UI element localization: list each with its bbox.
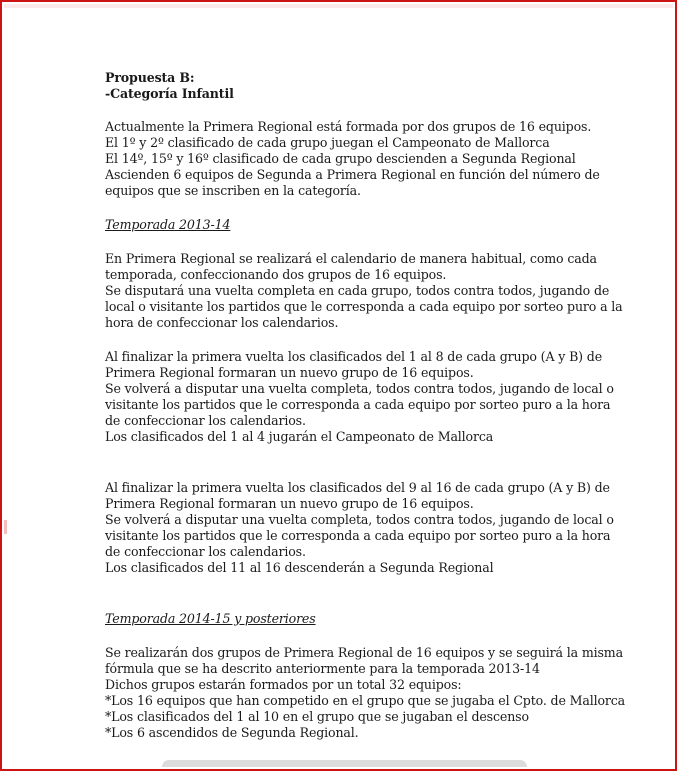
season-2013-paragraph-1 — [105, 251, 623, 331]
text-line: temporada, confeccionando dos grupos de 16 equipos. — [105, 267, 447, 282]
season-2013-paragraph-2 — [105, 349, 614, 445]
intro-paragraph — [105, 119, 600, 199]
text-line: Primera Regional formaran un nuevo grupo de 16 equipos. — [105, 496, 474, 511]
list-item: *Los clasificados del 1 al 10 en el grupo que se jugaban el descenso — [105, 709, 529, 724]
text-line: Al finalizar la primera vuelta los clasificados del 1 al 8 de cada grupo (A y B) de — [105, 349, 603, 364]
text-line: Los clasificados del 11 al 16 descenderán a Segunda Regional — [105, 560, 494, 575]
season-2013-paragraph-3 — [105, 480, 614, 576]
text-line: equipos que se inscriben en la categoría. — [105, 183, 361, 198]
text-line: visitante los partidos que le corresponda a cada equipo por sorteo puro a la hora — [105, 528, 611, 543]
text-line: visitante los partidos que le corresponda a cada equipo por sorteo puro a la hora — [105, 397, 611, 412]
text-line: Ascienden 6 equipos de Segunda a Primera Regional en función del número de — [105, 167, 600, 182]
text-line: Se realizarán dos grupos de Primera Regional de 16 equipos y se seguirá la misma — [105, 645, 623, 660]
document-subtitle: -Categoría Infantil — [105, 86, 234, 101]
text-line: Se volverá a disputar una vuelta completa, todos contra todos, jugando de local o — [105, 512, 614, 527]
text-line: Se disputará una vuelta completa en cada grupo, todos contra todos, jugando de — [105, 283, 610, 298]
text-line: En Primera Regional se realizará el calendario de manera habitual, como cada — [105, 251, 597, 266]
text-line: de confeccionar los calendarios. — [105, 413, 306, 428]
document-page — [105, 70, 626, 741]
text-line: Primera Regional formaran un nuevo grupo de 16 equipos. — [105, 365, 474, 380]
text-line: El 14º, 15º y 16º clasificado de cada grupo descienden a Segunda Regional — [105, 151, 576, 166]
text-line: fórmula que se ha descrito anteriormente para la temporada 2013-14 — [105, 661, 540, 676]
left-edge-mark — [4, 520, 7, 534]
text-line: Actualmente la Primera Regional está formada por dos grupos de 16 equipos. — [105, 119, 592, 134]
frame-top-highlight — [4, 4, 673, 8]
text-line: local o visitante los partidos que le corresponda a cada equipo por sorteo puro a la — [105, 299, 623, 314]
text-line: Al finalizar la primera vuelta los clasificados del 9 al 16 de cada grupo (A y B) de — [105, 480, 610, 495]
text-line: Dichos grupos estarán formados por un total 32 equipos: — [105, 677, 462, 692]
text-line: de confeccionar los calendarios. — [105, 544, 306, 559]
text-line: Se volverá a disputar una vuelta completa, todos contra todos, jugando de local o — [105, 381, 614, 396]
text-line: Los clasificados del 1 al 4 jugarán el Campeonato de Mallorca — [105, 429, 494, 444]
list-item: *Los 16 equipos que han competido en el grupo que se jugaba el Cpto. de Mallorca — [105, 693, 626, 708]
section-title-2013-14: Temporada 2013-14 — [105, 217, 231, 232]
horizontal-scrollbar[interactable] — [162, 760, 527, 767]
text-line: El 1º y 2º clasificado de cada grupo juegan el Campeonato de Mallorca — [105, 135, 550, 150]
text-line: hora de confeccionar los calendarios. — [105, 315, 339, 330]
section-title-2014-15: Temporada 2014-15 y posteriores — [105, 611, 316, 626]
season-2014-paragraph-1 — [105, 645, 626, 741]
list-item: *Los 6 ascendidos de Segunda Regional. — [105, 725, 359, 740]
document-title: Propuesta B: — [105, 70, 195, 85]
